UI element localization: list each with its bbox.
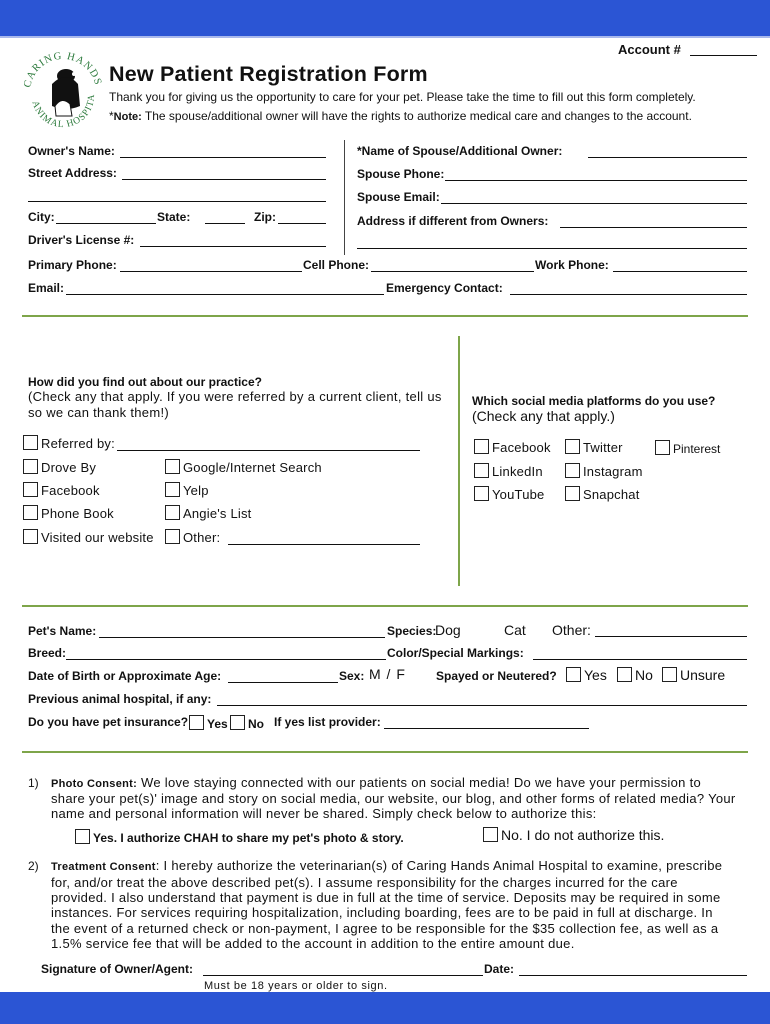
referral-option-other[interactable] <box>165 529 220 545</box>
color-markings-field[interactable] <box>533 659 747 660</box>
treatment-consent-line-5: the event of a returned check or non-payment, I agree to be responsible for the $35 collection fee, as well as a <box>51 921 719 936</box>
provider-field[interactable] <box>384 728 589 729</box>
insurance-label: Do you have pet insurance? <box>28 715 189 729</box>
color-markings-label: Color/Special Markings: <box>387 646 524 660</box>
spayed-unsure-label: Unsure <box>680 667 726 683</box>
angies-list-label: Angie's List <box>183 506 252 521</box>
social-linkedin-checkbox[interactable] <box>474 463 489 478</box>
social-twitter-checkbox[interactable] <box>565 439 580 454</box>
species-cat[interactable]: Cat <box>504 622 526 638</box>
photo-no-label: No. I do not authorize this. <box>501 827 665 843</box>
sex-options[interactable]: M / F <box>369 666 406 682</box>
referral-question: How did you find out about our practice? <box>28 375 262 389</box>
social-option-linkedin[interactable] <box>474 463 543 479</box>
other-label: Other: <box>183 530 221 545</box>
address-different-label: Address if different from Owners: <box>357 214 549 228</box>
intro-text: Thank you for giving us the opportunity to care for your pet. Please take the time to fill out this form completely. <box>109 90 696 104</box>
social-instagram-checkbox[interactable] <box>565 463 580 478</box>
spayed-yes-checkbox[interactable] <box>566 667 581 682</box>
page-title: New Patient Registration Form <box>109 62 428 86</box>
breed-field[interactable] <box>66 659 386 660</box>
date-label: Date: <box>484 962 515 976</box>
referred-by-label: Referred by: <box>41 436 115 451</box>
breed-label: Breed: <box>28 646 67 660</box>
referred-by-checkbox[interactable] <box>23 435 38 450</box>
cell-phone-field[interactable] <box>371 271 534 272</box>
insurance-no-checkbox[interactable] <box>230 715 245 730</box>
dob-label: Date of Birth or Approximate Age: <box>28 669 222 683</box>
yelp-checkbox[interactable] <box>165 482 180 497</box>
social-option-twitter[interactable] <box>565 439 623 455</box>
city-label: City: <box>28 210 55 224</box>
photo-consent-number: 1) <box>28 776 39 790</box>
note-text: The spouse/additional owner will have the rights to authorize medical care and changes to the account. <box>144 109 692 123</box>
insurance-yes-option[interactable] <box>189 715 228 731</box>
account-number-field[interactable] <box>690 55 757 56</box>
species-label: Species: <box>387 624 437 638</box>
website-label: Visited our website <box>41 530 154 545</box>
dob-field[interactable] <box>228 682 338 683</box>
social-hint: (Check any that apply.) <box>472 408 615 424</box>
referral-option-yelp[interactable] <box>165 482 209 498</box>
social-facebook-label: Facebook <box>492 440 551 455</box>
social-question: Which social media platforms do you use? <box>472 394 716 408</box>
primary-phone-field[interactable] <box>120 271 302 272</box>
spayed-unsure-checkbox[interactable] <box>662 667 677 682</box>
phone-book-label: Phone Book <box>41 506 114 521</box>
logo <box>22 44 104 134</box>
email-field[interactable] <box>66 294 384 295</box>
work-phone-field[interactable] <box>613 271 747 272</box>
photo-consent-label: Photo Consent: <box>51 778 138 790</box>
note-label: Note: <box>113 111 142 123</box>
social-facebook-checkbox[interactable] <box>474 439 489 454</box>
yelp-label: Yelp <box>183 483 209 498</box>
referral-option-website[interactable] <box>23 529 154 545</box>
species-other-label: Other: <box>552 622 591 638</box>
bottom-banner <box>0 992 770 1024</box>
social-youtube-label: YouTube <box>492 487 545 502</box>
spouse-email-label: Spouse Email: <box>357 190 440 204</box>
species-dog[interactable]: Dog <box>435 622 461 638</box>
photo-consent-yes-option[interactable] <box>75 829 404 845</box>
social-twitter-label: Twitter <box>583 440 623 455</box>
referral-option-facebook[interactable] <box>23 482 100 498</box>
treatment-consent-line-4: instances. For services requiring hospitalization, including boarding, fees are to be paid in full at discharge. In <box>51 905 713 920</box>
primary-phone-label: Primary Phone: <box>28 258 117 272</box>
referral-other-field[interactable] <box>228 544 420 545</box>
insurance-no-label: No <box>248 717 264 731</box>
photo-yes-checkbox[interactable] <box>75 829 90 844</box>
drove-by-label: Drove By <box>41 460 97 475</box>
referral-option-phone-book[interactable] <box>23 505 114 521</box>
note-asterisk: * <box>109 109 114 123</box>
social-option-youtube[interactable] <box>474 486 545 502</box>
owners-name-label: Owner's Name: <box>28 144 115 158</box>
signature-label: Signature of Owner/Agent: <box>41 962 194 976</box>
svg-text:ANIMAL HOSPITAL: ANIMAL HOSPITA <box>29 93 98 131</box>
sex-label: Sex: <box>339 669 365 683</box>
spouse-name-label: *Name of Spouse/Additional Owner: <box>357 144 563 158</box>
account-label: Account # <box>618 42 681 57</box>
treatment-consent-line-3: provided. I also understand that payment is due in full at the time of service. Deposits may be required in some <box>51 890 721 905</box>
social-option-facebook[interactable] <box>474 439 551 455</box>
owner-column-divider <box>344 140 346 255</box>
treatment-consent-label: Treatment Consent <box>51 861 156 873</box>
insurance-yes-checkbox[interactable] <box>189 715 204 730</box>
photo-yes-label: Yes. I authorize CHAH to share my pet's photo & story. <box>93 831 404 845</box>
social-pinterest-label: Pinterest <box>673 442 721 456</box>
top-banner <box>0 0 770 38</box>
state-label: State: <box>157 210 191 224</box>
referral-option-angies-list[interactable] <box>165 505 251 521</box>
section-divider-3 <box>22 751 748 753</box>
spayed-yes-label: Yes <box>584 667 607 683</box>
pets-name-label: Pet's Name: <box>28 624 97 638</box>
photo-no-checkbox[interactable] <box>483 827 498 842</box>
spayed-label: Spayed or Neutered? <box>436 669 557 683</box>
section-divider-2 <box>22 605 748 607</box>
spayed-no-label: No <box>635 667 653 683</box>
spouse-name-field[interactable] <box>588 157 747 158</box>
spouse-email-field[interactable] <box>441 203 747 204</box>
note-line <box>109 109 692 123</box>
treatment-consent-number: 2) <box>28 859 39 873</box>
street-address-label: Street Address: <box>28 166 117 180</box>
street-address-field[interactable] <box>122 179 326 180</box>
age-note: Must be 18 years or older to sign. <box>204 980 388 992</box>
social-snapchat-checkbox[interactable] <box>565 486 580 501</box>
angies-list-checkbox[interactable] <box>165 505 180 520</box>
spouse-phone-field[interactable] <box>445 180 747 181</box>
species-other-field[interactable] <box>595 636 747 637</box>
referred-by-option[interactable] <box>23 435 115 451</box>
treatment-consent-line-2: for, and/or treat the above described pet(s). I assume responsibility for the charges incurred for the care <box>51 875 678 890</box>
spayed-no-checkbox[interactable] <box>617 667 632 682</box>
email-label: Email: <box>28 281 65 295</box>
zip-label: Zip: <box>254 210 276 224</box>
insurance-yes-label: Yes <box>207 717 228 731</box>
referred-by-field[interactable] <box>117 450 420 451</box>
state-field[interactable] <box>205 223 245 224</box>
spayed-no-option[interactable] <box>617 667 653 683</box>
address-different-field[interactable] <box>560 227 747 228</box>
social-instagram-label: Instagram <box>583 464 643 479</box>
google-checkbox[interactable] <box>165 459 180 474</box>
pets-name-field[interactable] <box>99 637 385 638</box>
treatment-consent-line-6: 1.5% service fee that will be added to the account in addition to the entire amount due. <box>51 936 575 951</box>
referral-hint: (Check any that apply. If you were referred by a current client, tell us so we can thank them!) <box>28 389 442 420</box>
section-divider-1 <box>22 315 748 317</box>
date-field[interactable] <box>519 975 747 976</box>
treatment-consent-text-1: : I hereby authorize the veterinarian(s) of Caring Hands Animal Hospital to examine, prescribe <box>155 858 723 873</box>
emergency-contact-label: Emergency Contact: <box>386 281 503 295</box>
other-checkbox[interactable] <box>165 529 180 544</box>
facebook-label: Facebook <box>41 483 100 498</box>
spayed-yes-option[interactable] <box>566 667 607 683</box>
insurance-no-option[interactable] <box>230 715 264 731</box>
previous-hospital-label: Previous animal hospital, if any: <box>28 692 212 706</box>
svg-text:CARING HANDS: CARING HANDS <box>22 50 104 89</box>
provider-label: If yes list provider: <box>274 715 381 729</box>
logo-image <box>22 44 104 134</box>
photo-consent-text-1: We love staying connected with our patients on social media! Do we have your permission to <box>141 775 702 790</box>
referral-social-divider <box>458 336 460 586</box>
social-linkedin-label: LinkedIn <box>492 464 543 479</box>
website-checkbox[interactable] <box>23 529 38 544</box>
previous-hospital-field[interactable] <box>217 705 747 706</box>
photo-consent-no-option[interactable] <box>483 827 664 843</box>
owners-name-field[interactable] <box>120 157 326 158</box>
referral-option-drove-by[interactable] <box>23 459 96 475</box>
drove-by-checkbox[interactable] <box>23 459 38 474</box>
social-option-snapchat[interactable] <box>565 486 640 502</box>
social-option-instagram[interactable] <box>565 463 643 479</box>
signature-field[interactable] <box>203 975 483 976</box>
photo-consent-line-2: share your pet(s)' image and story on social media, our website, our blog, and other forms of related media? Your <box>51 791 736 806</box>
zip-field[interactable] <box>278 223 326 224</box>
photo-consent-line-3: name and personal information will never be shared. Simply check below to authorize this: <box>51 806 597 821</box>
google-label: Google/Internet Search <box>183 460 322 475</box>
social-pinterest-checkbox[interactable] <box>655 440 670 455</box>
social-youtube-checkbox[interactable] <box>474 486 489 501</box>
emergency-contact-field[interactable] <box>510 294 747 295</box>
social-option-pinterest[interactable] <box>655 440 720 456</box>
facebook-checkbox[interactable] <box>23 482 38 497</box>
referral-option-google[interactable] <box>165 459 322 475</box>
treatment-consent-line-1 <box>51 858 722 876</box>
city-field[interactable] <box>56 223 156 224</box>
spayed-unsure-option[interactable] <box>662 667 725 683</box>
photo-consent-line-1 <box>51 775 701 793</box>
work-phone-label: Work Phone: <box>535 258 609 272</box>
drivers-license-field[interactable] <box>140 246 326 247</box>
phone-book-checkbox[interactable] <box>23 505 38 520</box>
spouse-phone-label: Spouse Phone: <box>357 167 445 181</box>
street-address-field-2[interactable] <box>28 201 326 202</box>
address-different-field-2[interactable] <box>357 248 747 249</box>
cell-phone-label: Cell Phone: <box>303 258 370 272</box>
social-snapchat-label: Snapchat <box>583 487 640 502</box>
drivers-license-label: Driver's License #: <box>28 233 135 247</box>
